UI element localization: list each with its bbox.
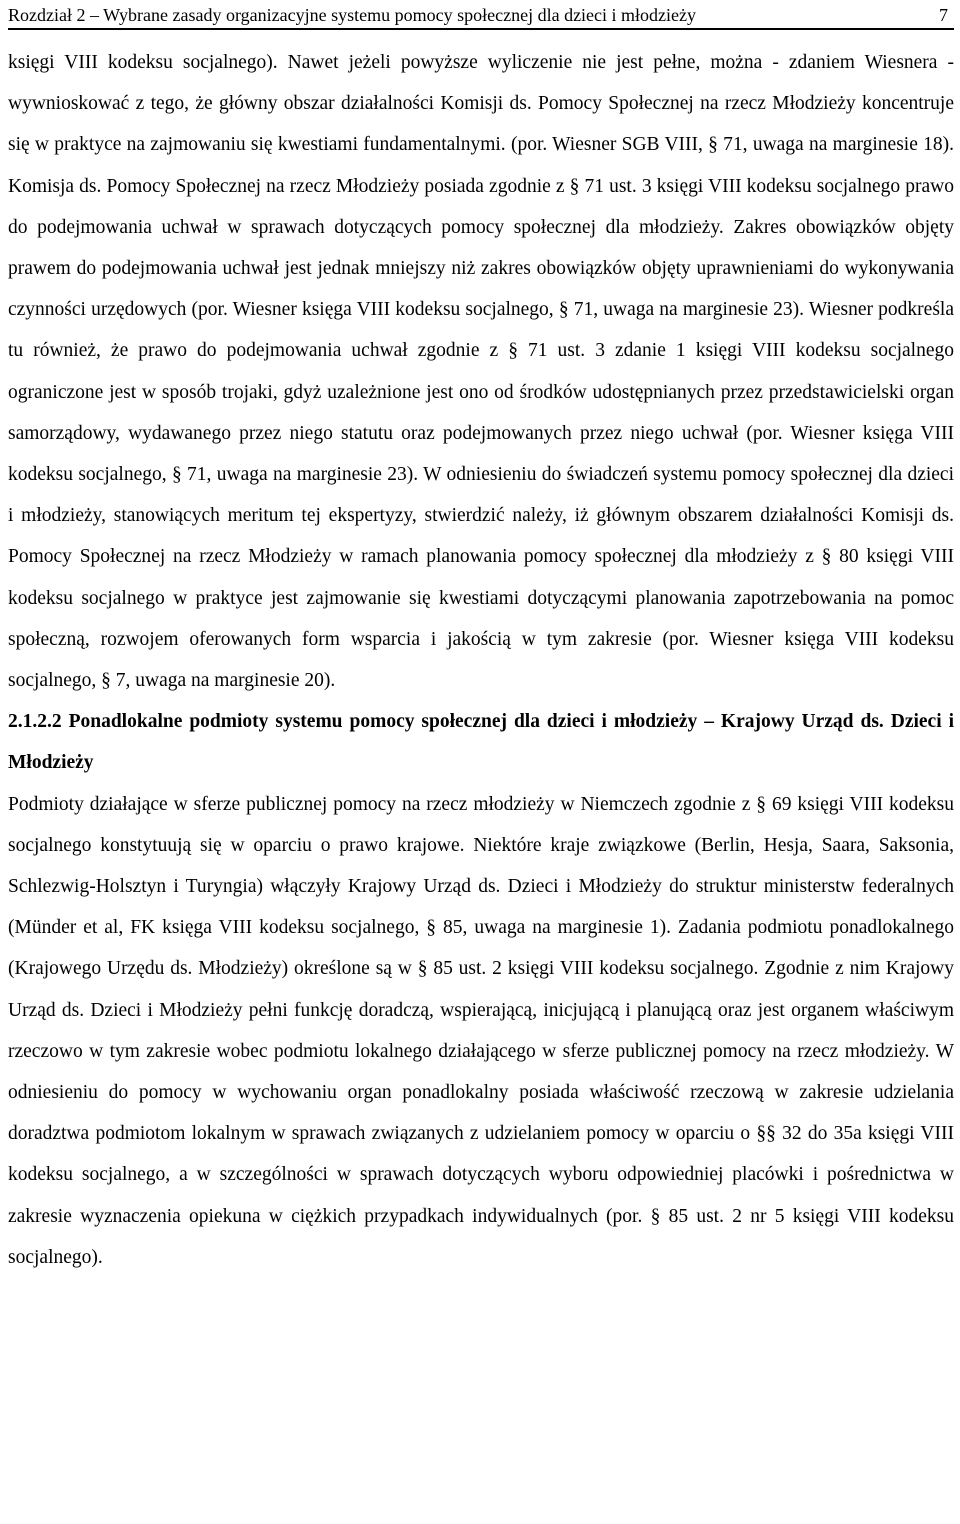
paragraph-continuation: księgi VIII kodeksu socjalnego). Nawet jeżeli powyższe wyliczenie nie jest pełne, można - zdaniem Wiesnera - wywnioskować z tego, że główny obszar działalności Komisji ds. Pomocy Społecznej na rzecz Młodzieży koncentruje się w praktyce na zajmowaniu się kwestiami fundamentalnymi. (por. Wiesner SGB VIII, § 71, uwaga na marginesie 18). Komisja ds. Pomocy Społecznej na rzecz Młodzieży posiada zgodnie z § 71 ust. 3 księgi VIII kodeksu socjalnego prawo do podejmowania uchwał w sprawach dotyczących pomocy społecznej dla młodzieży. Zakres obowiązków objęty prawem do podejmowania uchwał jest jednak mniejszy niż zakres obowiązków objęty uprawnieniami do wykonywania czynności urzędowych (por. Wiesner księga VIII kodeksu socjalnego, § 71, uwaga na marginesie 23). Wiesner podkreśla tu również, że prawo do podejmowania uchwał zgodnie z § 71 ust. 3 zdanie 1 księgi VIII kodeksu socjalnego ograniczone jest w sposób trojaki, gdyż uzależnione jest ono od środków udostępnianych przez przedstawicielski organ samorządowy, wydawanego przez niego statutu oraz podejmowanych przez niego uchwał (por. Wiesner księga VIII kodeksu socjalnego, § 71, uwaga na marginesie 23). W odniesieniu do świadczeń systemu pomocy społecznej dla dzieci i młodzieży, stanowiących meritum tej ekspertyzy, stwierdzić należy, iż głównym obszarem działalności Komisji ds. Pomocy Społecznej na rzecz Młodzieży w ramach planowania pomocy społecznej dla młodzieży z § 80 księgi VIII kodeksu socjalnego w praktyce jest zajmowanie się kwestiami dotyczącymi planowania zapotrzebowania na pomoc społeczną, rozwojem oferowanych form wsparcia i jakością w tym zakresie (por. Wiesner księga VIII kodeksu socjalnego, § 7, uwaga na marginesie 20). — [8, 52, 954, 692]
body-text — [8, 42, 954, 1278]
page-number: 7 — [939, 5, 948, 25]
document-page — [8, 0, 954, 1278]
section-heading: 2.1.2.2 Ponadlokalne podmioty systemu pomocy społecznej dla dzieci i młodzieży – Krajowy Urząd ds. Dzieci i Młodzieży — [8, 711, 954, 774]
running-header — [8, 2, 954, 30]
section-paragraph: Podmioty działające w sferze publicznej pomocy na rzecz młodzieży w Niemczech zgodnie z § 69 księgi VIII kodeksu socjalnego konstytuują się w oparciu o prawo krajowe. Niektóre kraje związkowe (Berlin, Hesja, Saara, Saksonia, Schlezwig-Holsztyn i Turyngia) włączyły Krajowy Urząd ds. Dzieci i Młodzieży do struktur ministerstw federalnych (Münder et al, FK księga VIII kodeksu socjalnego, § 85, uwaga na marginesie 1). Zadania podmiotu ponadlokalnego (Krajowego Urzędu ds. Młodzieży) określone są w § 85 ust. 2 księgi VIII kodeksu socjalnego. Zgodnie z nim Krajowy Urząd ds. Dzieci i Młodzieży pełni funkcję doradczą, wspierającą, inicjującą i planującą oraz jest organem właściwym rzeczowo w tym zakresie wobec podmiotu lokalnego działającego w sferze publicznej pomocy na rzecz młodzieży. W odniesieniu do pomocy w wychowaniu organ ponadlokalny posiada właściwość rzeczową w zakresie udzielania doradztwa podmiotom lokalnym w sprawach związanych z udzielaniem pomocy w oparciu o §§ 32 do 35a księgi VIII kodeksu socjalnego, a w szczególności w sprawach dotyczących wyboru odpowiedniej placówki i pośrednictwa w zakresie wyznaczenia opiekuna w ciężkich przypadkach indywidualnych (por. § 85 ust. 2 nr 5 księgi VIII kodeksu socjalnego). — [8, 793, 954, 1268]
header-title: Rozdział 2 – Wybrane zasady organizacyjne systemu pomocy społecznej dla dzieci i młodzieży — [8, 5, 697, 25]
